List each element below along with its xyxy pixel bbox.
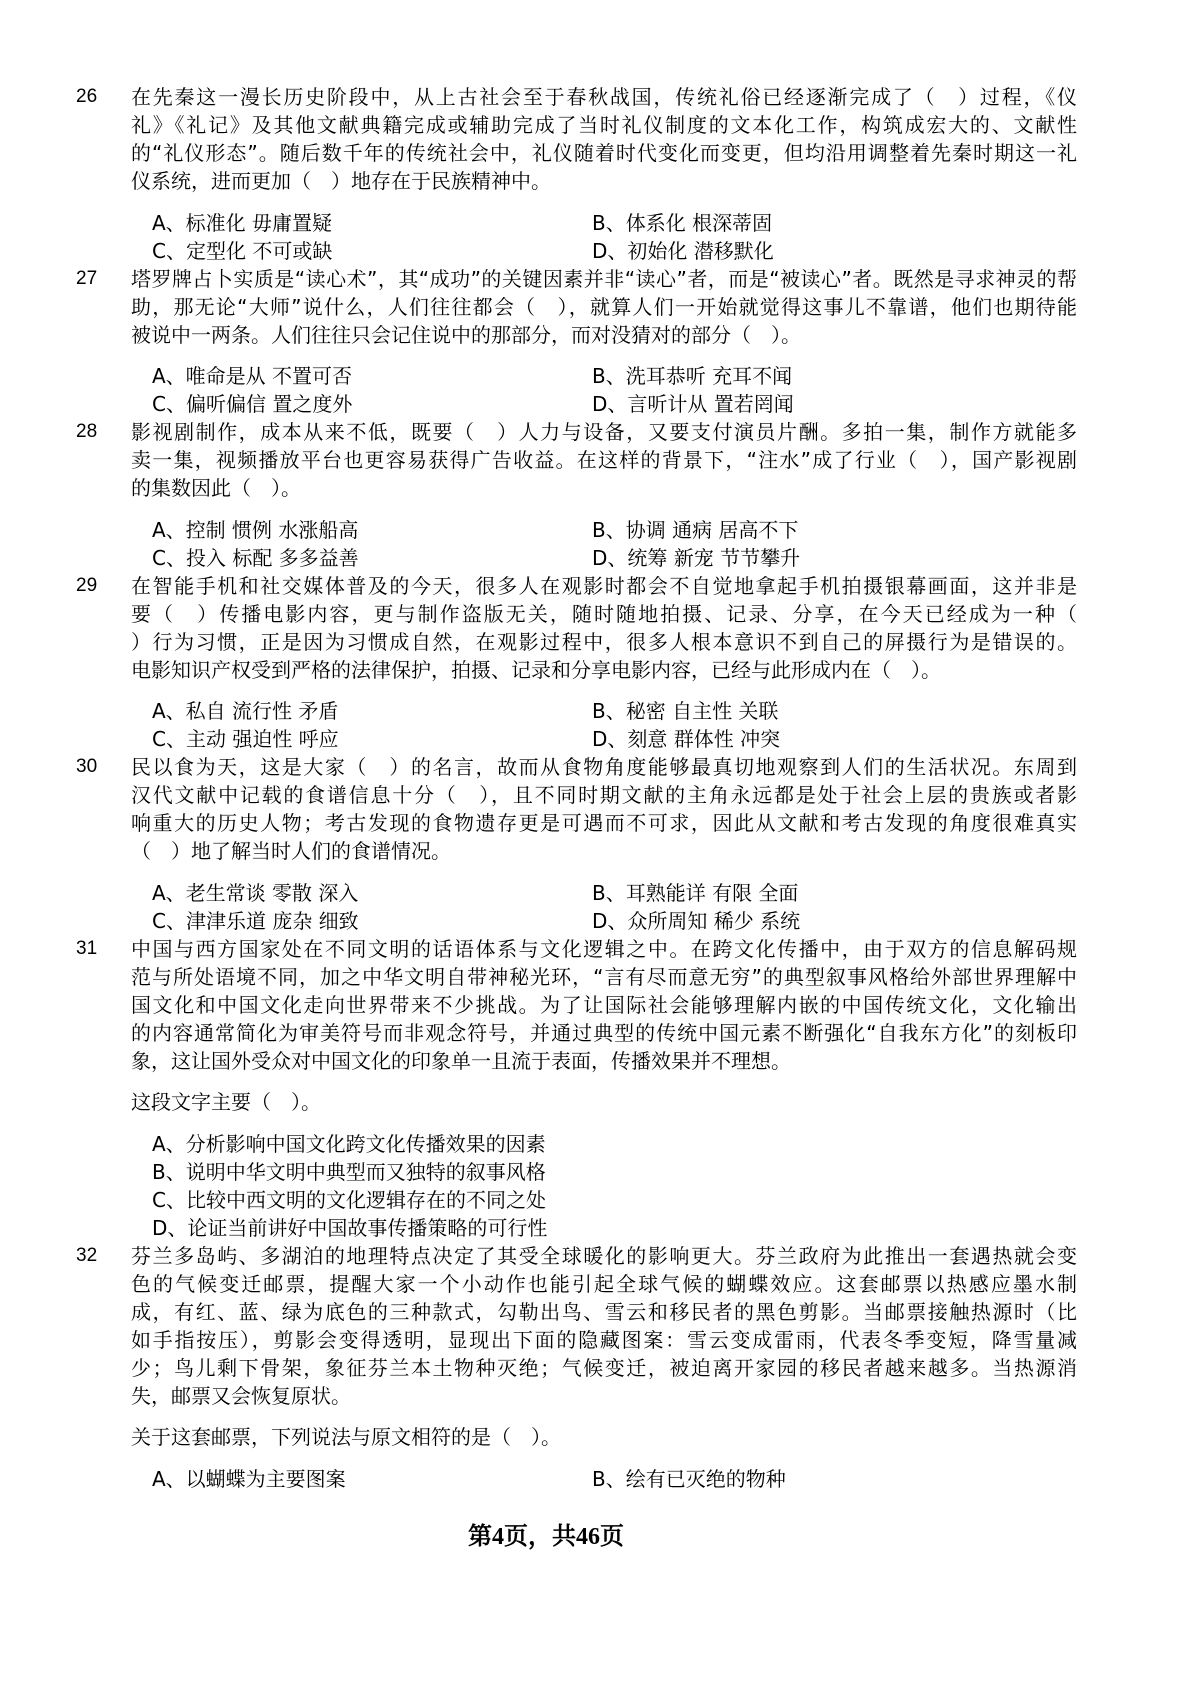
stem-line: 被说中一两条。人们往往只会记住说中的那部分，而对没猜对的部分（ ）。: [131, 322, 801, 347]
option-row: [0, 390, 1190, 418]
option-row: [0, 1465, 1190, 1493]
option-b: B、绘有已灭绝的物种: [592, 1466, 786, 1491]
option-d: D、刻意 群体性 冲突: [592, 727, 781, 751]
stem-line: 响重大的历史人物；考古发现的食物遗存更是可遇而不可求，因此从文献和考古发现的角度很难真实: [131, 811, 1077, 835]
answer-options: [0, 516, 1190, 572]
option-b: B、耳熟能详 有限 全面: [592, 880, 799, 905]
option-row: [0, 725, 1190, 753]
question-26: [0, 83, 1190, 265]
question-number: 29: [76, 574, 98, 596]
question-number: 30: [76, 756, 98, 777]
option-d: D、众所周知 稀少 系统: [592, 908, 801, 933]
answer-options: [0, 209, 1190, 265]
stem-line: 如手指按压），剪影会变得透明，显现出下面的隐藏图案：雪云变成雷雨，代表冬季变短，降雪量减: [131, 1327, 1077, 1352]
answer-options: [0, 362, 1190, 418]
stem-line: 芬兰多岛屿、多湖泊的地理特点决定了其受全球暖化的影响更大。芬兰政府为此推出一套遇热就会变: [131, 1243, 1077, 1268]
option-row: [0, 1158, 1190, 1186]
option-c: C、比较中西文明的文化逻辑存在的不同之处: [152, 1187, 546, 1212]
answer-options: [0, 879, 1190, 935]
question-32: [0, 1242, 1190, 1493]
stem-line: 少；鸟儿剩下骨架，象征芬兰本土物种灭绝；气候变迁，被迫离开家园的移民者越来越多。当热源消: [131, 1355, 1077, 1380]
option-d: D、论证当前讲好中国故事传播策略的可行性: [152, 1215, 548, 1240]
stem-line: ）行为习惯，正是因为习惯成自然，在观影过程中，很多人根本意识不到自己的屏摄行为是错误的。: [131, 629, 1077, 654]
stem-line: （ ）地了解当时人们的食谱情况。: [131, 839, 451, 863]
option-c: C、偏听偏信 置之度外: [152, 392, 353, 416]
option-a: A、唯命是从 不置可否: [152, 364, 353, 388]
option-b: B、说明中华文明中典型而又独特的叙事风格: [152, 1159, 546, 1184]
question-30: [0, 753, 1190, 935]
question-stem: [131, 418, 1077, 502]
answer-options: [0, 1465, 1190, 1493]
stem-line: 仪系统，进而更加（ ）地存在于民族精神中。: [131, 169, 551, 193]
question-stem: [131, 265, 1077, 349]
option-row: [0, 237, 1190, 265]
stem-line: 的内容通常简化为审美符号而非观念符号，并通过典型的传统中国元素不断强化“自我东方化”的刻板印: [131, 1020, 1077, 1045]
stem-line: 助，那无论“大师”说什么，人们往往都会（ ），就算人们一开始就觉得这事儿不靠谱，他们也期待能: [131, 294, 1077, 319]
option-c: C、投入 标配 多多益善: [152, 545, 359, 570]
option-a: A、私自 流行性 矛盾: [152, 699, 339, 723]
question-prompt: 关于这套邮票，下列说法与原文相符的是（ ）。: [131, 1425, 561, 1449]
question-stem: [131, 753, 1077, 865]
option-row: [0, 362, 1190, 390]
stem-line: 失，邮票又会恢复原状。: [131, 1383, 351, 1408]
question-27: [0, 265, 1190, 419]
option-a: A、分析影响中国文化跨文化传播效果的因素: [152, 1131, 546, 1156]
option-b: B、体系化 根深蒂固: [592, 210, 773, 235]
option-c: C、定型化 不可或缺: [152, 238, 333, 263]
stem-line: 的集数因此（ ）。: [131, 476, 301, 500]
stem-line: 影视剧制作，成本从来不低，既要（ ）人力与设备，又要支付演员片酬。多拍一集，制作方就能多: [131, 420, 1077, 444]
stem-line: 要（ ）传播电影内容，更与制作盗版无关，随时随地拍摄、记录、分享，在今天已经成为一种（: [131, 601, 1077, 626]
option-d: D、统筹 新宠 节节攀升: [592, 545, 801, 570]
option-row: [0, 907, 1190, 935]
option-d: D、言听计从 置若罔闻: [592, 392, 794, 416]
question-number: 27: [76, 267, 98, 289]
option-row: [0, 879, 1190, 907]
question-29: [0, 572, 1190, 754]
stem-line: 范与所处语境不同，加之中华文明自带神秘光环，“言有尽而意无穷”的典型叙事风格给外部世界理解中: [131, 964, 1077, 989]
stem-line: 的“礼仪形态”。随后数千年的传统社会中，礼仪随着时代变化而变更，但均沿用调整着先秦时期这一礼: [131, 141, 1077, 165]
stem-line: 塔罗牌占卜实质是“读心术”，其“成功”的关键因素并非“读心”者，而是“被读心”者。既然是寻求神灵的帮: [131, 266, 1077, 291]
question-number: 26: [76, 86, 98, 107]
option-row: [0, 1186, 1190, 1214]
question-stem: [131, 1242, 1077, 1410]
question-31: [0, 935, 1190, 1242]
question-number: 28: [76, 421, 98, 442]
option-row: [0, 1214, 1190, 1242]
option-a: A、控制 惯例 水涨船高: [152, 517, 359, 542]
option-b: B、协调 通病 居高不下: [592, 517, 799, 542]
stem-line: 电影知识产权受到严格的法律保护，拍摄、记录和分享电影内容，已经与此形成内在（ ）。: [131, 657, 941, 682]
option-b: B、秘密 自主性 关联: [592, 699, 779, 723]
option-c: C、津津乐道 庞杂 细致: [152, 908, 359, 933]
option-row: [0, 544, 1190, 572]
option-row: [0, 516, 1190, 544]
question-stem: [131, 935, 1077, 1075]
stem-line: 象，这让国外受众对中国文化的印象单一且流于表面，传播效果并不理想。: [131, 1048, 791, 1073]
stem-line: 国文化和中国文化走向世界带来不少挑战。为了让国际社会能够理解内嵌的中国传统文化，文化输出: [131, 992, 1077, 1017]
stem-line: 色的气候变迁邮票，提醒大家一个小动作也能引起全球气候的蝴蝶效应。这套邮票以热感应墨水制: [131, 1271, 1077, 1296]
stem-line: 在智能手机和社交媒体普及的今天，很多人在观影时都会不自觉地拿起手机拍摄银幕画面，这并非是: [131, 573, 1077, 598]
option-a: A、以蝴蝶为主要图案: [152, 1466, 346, 1491]
stem-line: 民以食为天，这是大家（ ）的名言，故而从食物角度能够最真切地观察到人们的生活状况。东周到: [131, 755, 1077, 779]
question-list: [0, 83, 1190, 1493]
stem-line: 礼》《礼记》及其他文献典籍完成或辅助完成了当时礼仪制度的文本化工作，构筑成宏大的、文献性: [131, 113, 1077, 137]
stem-line: 在先秦这一漫长历史阶段中，从上古社会至于春秋战国，传统礼俗已经逐渐完成了（ ）过程，《仪: [131, 85, 1077, 109]
stem-line: 卖一集，视频播放平台也更容易获得广告收益。在这样的背景下，“注水”成了行业（ ），国产影视剧: [131, 448, 1077, 472]
option-a: A、标准化 毋庸置疑: [152, 210, 333, 235]
option-row: [0, 1130, 1190, 1158]
question-number: 32: [76, 1244, 98, 1266]
question-stem: [131, 83, 1077, 195]
stem-line: 汉代文献中记载的食谱信息十分（ ），且不同时期文献的主角永远都是处于社会上层的贵族或者影: [131, 783, 1077, 807]
option-a: A、老生常谈 零散 深入: [152, 880, 359, 905]
option-b: B、洗耳恭听 充耳不闻: [592, 364, 793, 388]
stem-line: 中国与西方国家处在不同文明的话语体系与文化逻辑之中。在跨文化传播中，由于双方的信息解码规: [131, 936, 1077, 961]
answer-options: [0, 1130, 1190, 1242]
option-row: [0, 697, 1190, 725]
option-c: C、主动 强迫性 呼应: [152, 727, 339, 751]
question-stem: [131, 572, 1077, 684]
option-row: [0, 209, 1190, 237]
question-number: 31: [76, 937, 98, 959]
question-28: [0, 418, 1190, 572]
page-number-footer: 第4页，共46页: [468, 1524, 624, 1550]
option-d: D、初始化 潜移默化: [592, 238, 774, 263]
stem-line: 成，有红、蓝、绿为底色的三种款式，勾勒出鸟、雪云和移民者的黑色剪影。当邮票接触热源时（比: [131, 1299, 1077, 1324]
question-prompt: 这段文字主要（ ）。: [131, 1090, 321, 1114]
answer-options: [0, 697, 1190, 753]
